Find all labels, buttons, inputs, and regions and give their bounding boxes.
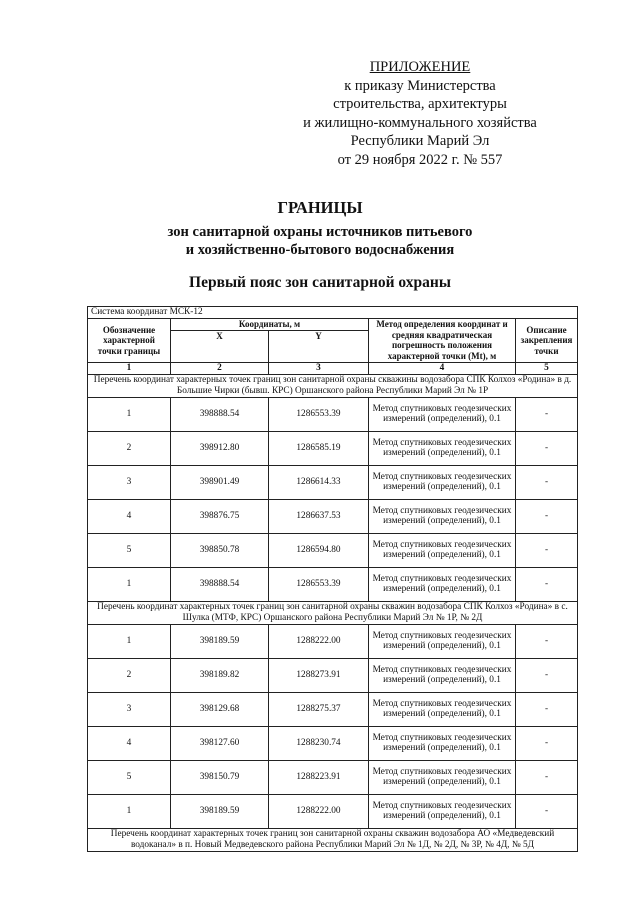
method-cell: Метод спутниковых геодезических измерений (определений), 0.1: [369, 760, 516, 794]
column-number: 5: [516, 362, 578, 374]
method-cell: Метод спутниковых геодезических измерений (определений), 0.1: [369, 794, 516, 828]
y-cell: 1286637.53: [269, 499, 369, 533]
x-cell: 398189.59: [171, 794, 269, 828]
column-number: 1: [88, 362, 171, 374]
table-row: [88, 567, 578, 601]
method-cell: Метод спутниковых геодезических измерений (определений), 0.1: [369, 658, 516, 692]
x-cell: 398129.68: [171, 692, 269, 726]
header-point: Обозначение характерной точки границы: [88, 319, 171, 363]
point-cell: 2: [88, 658, 171, 692]
y-cell: 1286553.39: [269, 397, 369, 431]
section-row: [88, 601, 578, 624]
coordinates-table: [87, 306, 578, 852]
header-y: Y: [269, 330, 369, 362]
y-cell: 1286594.80: [269, 533, 369, 567]
method-cell: Метод спутниковых геодезических измерений (определений), 0.1: [369, 465, 516, 499]
y-cell: 1288273.91: [269, 658, 369, 692]
appendix-line: Республики Марий Эл: [350, 133, 490, 149]
column-number: 3: [269, 362, 369, 374]
point-cell: 1: [88, 397, 171, 431]
description-cell: -: [516, 499, 578, 533]
point-cell: 1: [88, 567, 171, 601]
appendix-date: от 29 ноября 2022 г. № 557: [337, 151, 503, 168]
point-cell: 2: [88, 431, 171, 465]
subtitle-line-1: зон санитарной охраны источников питьевого: [167, 224, 473, 240]
method-cell: Метод спутниковых геодезических измерений (определений), 0.1: [369, 499, 516, 533]
point-cell: 5: [88, 533, 171, 567]
table-body: [88, 374, 578, 851]
section-title: Перечень координат характерных точек границ зон санитарной охраны скважин водозабора СПК Колхоз «Родина» в с. Шулка (МТФ, КРС) Оршанского района Республики Марий Эл № 1Р, № 2Д: [88, 601, 578, 624]
table-row: [88, 431, 578, 465]
x-cell: 398888.54: [171, 397, 269, 431]
y-cell: 1288275.37: [269, 692, 369, 726]
description-cell: -: [516, 658, 578, 692]
table-row: [88, 794, 578, 828]
description-cell: -: [516, 692, 578, 726]
description-cell: -: [516, 624, 578, 658]
coordinates-table-container: [87, 306, 577, 852]
y-cell: 1288230.74: [269, 726, 369, 760]
document-subtitle: [0, 224, 640, 259]
point-cell: 1: [88, 624, 171, 658]
column-number: 2: [171, 362, 269, 374]
table-row: [88, 533, 578, 567]
table-row: [88, 726, 578, 760]
table-row: [88, 760, 578, 794]
y-cell: 1288222.00: [269, 624, 369, 658]
point-cell: 1: [88, 794, 171, 828]
method-cell: Метод спутниковых геодезических измерений (определений), 0.1: [369, 726, 516, 760]
y-cell: 1286585.19: [269, 431, 369, 465]
y-cell: 1288222.00: [269, 794, 369, 828]
description-cell: -: [516, 760, 578, 794]
table-row: [88, 465, 578, 499]
x-cell: 398850.78: [171, 533, 269, 567]
method-cell: Метод спутниковых геодезических измерений (определений), 0.1: [369, 692, 516, 726]
description-cell: -: [516, 397, 578, 431]
point-cell: 4: [88, 726, 171, 760]
x-cell: 398189.59: [171, 624, 269, 658]
table-row: [88, 692, 578, 726]
method-cell: Метод спутниковых геодезических измерений (определений), 0.1: [369, 567, 516, 601]
point-cell: 5: [88, 760, 171, 794]
x-cell: 398150.79: [171, 760, 269, 794]
method-cell: Метод спутниковых геодезических измерений (определений), 0.1: [369, 431, 516, 465]
point-cell: 4: [88, 499, 171, 533]
belt-title: Первый пояс зон санитарной охраны: [189, 274, 451, 291]
document-title: ГРАНИЦЫ: [277, 198, 363, 217]
table-row: [88, 397, 578, 431]
section-title: Перечень координат характерных точек границ зон санитарной охраны скважин водозабора АО «Медведевский водоканал» в п. Новый Медведевского района Республики Марий Эл № 1Д, № 2Д, № 3Р, № 4Д, № 5Д: [88, 828, 578, 851]
description-cell: -: [516, 567, 578, 601]
x-cell: 398189.82: [171, 658, 269, 692]
subtitle-line-2: и хозяйственно-бытового водоснабжения: [185, 241, 455, 258]
header-description: Описание закрепления точки: [516, 319, 578, 363]
x-cell: 398912.80: [171, 431, 269, 465]
appendix-line: к приказу Министерства: [344, 77, 496, 94]
section-row: [88, 828, 578, 851]
x-cell: 398888.54: [171, 567, 269, 601]
appendix-line: строительства, архитектуры: [333, 96, 507, 112]
table-row: [88, 499, 578, 533]
method-cell: Метод спутниковых геодезических измерений (определений), 0.1: [369, 624, 516, 658]
description-cell: -: [516, 465, 578, 499]
x-cell: 398876.75: [171, 499, 269, 533]
header-coordinates: Координаты, м: [171, 319, 369, 331]
section-title: Перечень координат характерных точек границ зон санитарной охраны скважины водозабора СПК Колхоз «Родина» в д. Большие Чирки (бывш. КРС) Оршанского района Республики Марий Эл № 1Р: [88, 374, 578, 397]
method-cell: Метод спутниковых геодезических измерений (определений), 0.1: [369, 533, 516, 567]
method-cell: Метод спутниковых геодезических измерений (определений), 0.1: [369, 397, 516, 431]
column-number: 4: [369, 362, 516, 374]
header-method: Метод определения координат и средняя квадратическая погрешность положения характерной точки (Mt), м: [369, 319, 516, 363]
table-row: [88, 658, 578, 692]
header-x: X: [171, 330, 269, 362]
appendix-title: ПРИЛОЖЕНИЕ: [369, 59, 471, 75]
table-row: [88, 624, 578, 658]
x-cell: 398127.60: [171, 726, 269, 760]
y-cell: 1286553.39: [269, 567, 369, 601]
y-cell: 1288223.91: [269, 760, 369, 794]
point-cell: 3: [88, 692, 171, 726]
description-cell: -: [516, 431, 578, 465]
section-row: [88, 374, 578, 397]
coordinate-system: Система координат МСК-12: [88, 307, 578, 319]
y-cell: 1286614.33: [269, 465, 369, 499]
description-cell: -: [516, 794, 578, 828]
description-cell: -: [516, 533, 578, 567]
x-cell: 398901.49: [171, 465, 269, 499]
appendix-line: и жилищно-коммунального хозяйства: [303, 114, 537, 131]
point-cell: 3: [88, 465, 171, 499]
description-cell: -: [516, 726, 578, 760]
appendix-block: [290, 58, 550, 169]
